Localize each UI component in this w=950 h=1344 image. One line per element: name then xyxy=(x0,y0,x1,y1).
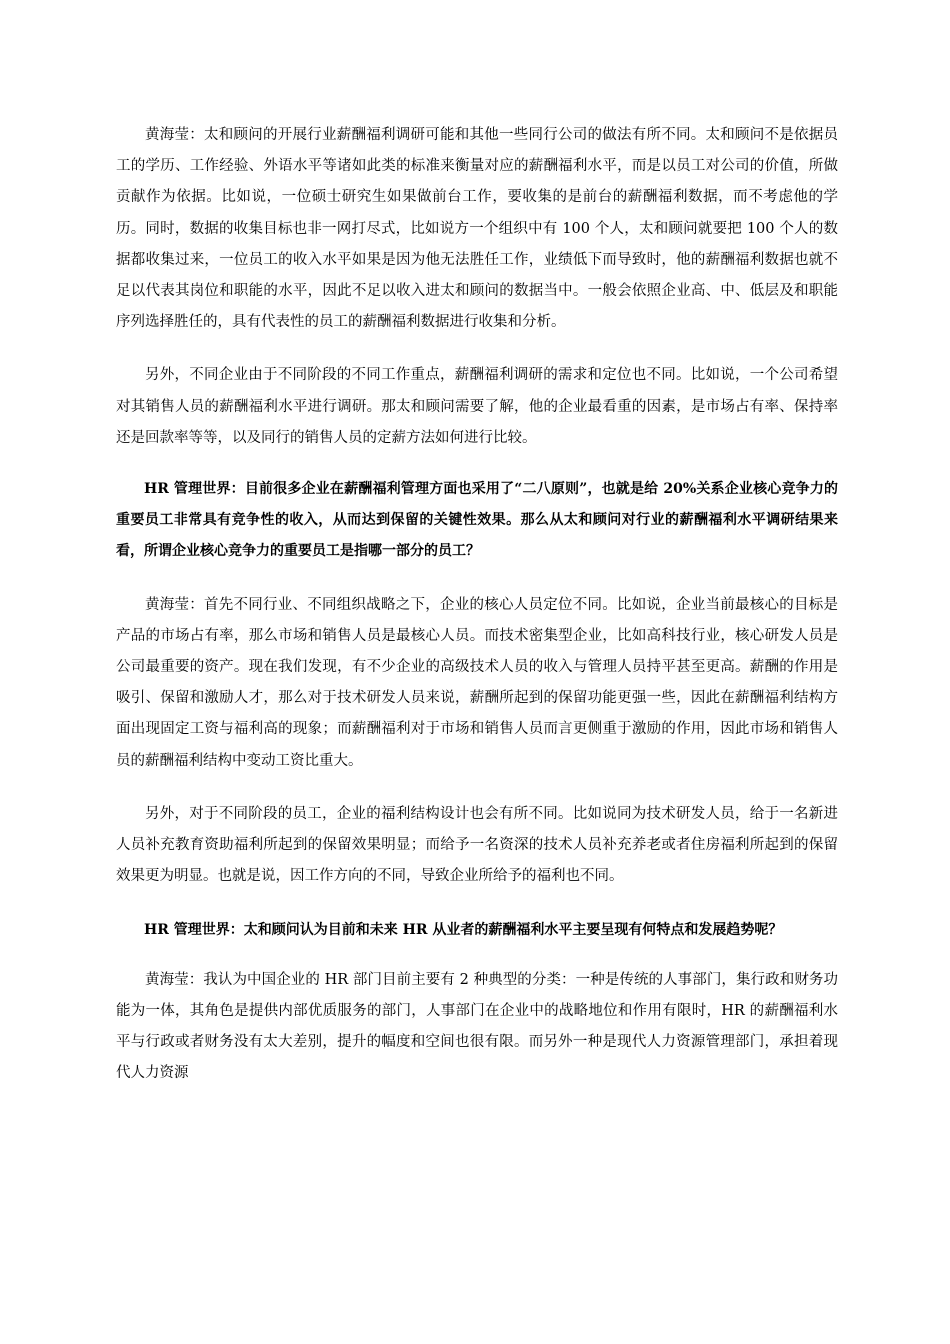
paragraph-spacer xyxy=(116,777,838,799)
answer-paragraph-1: 黄海莹：太和顾问的开展行业薪酬福利调研可能和其他一些同行公司的做法有所不同。太和顾问不是依据员工的学历、工作经验、外语水平等诸如此类的标准来衡量对应的薪酬福利水平，而是以员工对公司的价值，所做贡献作为依据。比如说，一位硕士研究生如果做前台工作，要收集的是前台的薪酬福利数据，而不考虑他的学历。同时，数据的收集目标也非一网打尽式，比如说方一个组织中有 100 个人，太和顾问就要把 100 个人的数据都收集过来，一位员工的收入水平如果是因为他无法胜任工作，业绩低下而导致时，他的薪酬福利数据也就不足以代表其岗位和职能的水平，因此不足以收入进太和顾问的数据当中。一般会依照企业高、中、低层及和职能序列选择胜任的，具有代表性的员工的薪酬福利数据进行收集和分析。 xyxy=(116,127,838,331)
paragraph-spacer xyxy=(116,454,838,474)
question-paragraph-1: HR 管理世界：目前很多企业在薪酬福利管理方面也采用了“二八原则”，也就是给 20%关系企业核心竞争力的重要员工非常具有竞争性的收入，从而达到保留的关键性效果。那么从太和顾问对行业的薪酬福利水平调研结果来看，所谓企业核心竞争力的重要员工是指哪一部分的员工？ xyxy=(116,481,838,560)
paragraph-spacer xyxy=(116,338,838,360)
answer-paragraph-2: 另外，不同企业由于不同阶段的不同工作重点，薪酬福利调研的需求和定位也不同。比如说，一个公司希望对其销售人员的薪酬福利水平进行调研。那太和顾问需要了解，他的企业最看重的因素，是市场占有率、保持率还是回款率等等，以及同行的销售人员的定薪方法如何进行比较。 xyxy=(116,367,838,446)
paragraph-spacer xyxy=(116,568,838,590)
paragraph-spacer xyxy=(116,947,838,965)
article-body xyxy=(116,120,838,1089)
answer-paragraph-5: 黄海莹：我认为中国企业的 HR 部门目前主要有 2 种典型的分类：一种是传统的人事部门，集行政和财务功能为一体，其角色是提供内部优质服务的部门，人事部门在企业中的战略地位和作用有限时，HR 的薪酬福利水平与行政或者财务没有太大差别，提升的幅度和空间也很有限。而另外一种是现代人力资源管理部门，承担着现代人力资源 xyxy=(116,971,838,1082)
answer-paragraph-4: 另外，对于不同阶段的员工，企业的福利结构设计也会有所不同。比如说同为技术研发人员，给于一名新进人员补充教育资助福利所起到的保留效果明显；而给予一名资深的技术人员补充养老或者住房福利所起到的保留效果更为明显。也就是说，因工作方向的不同，导致企业所给予的福利也不同。 xyxy=(116,805,838,885)
answer-paragraph-3: 黄海莹：首先不同行业、不同组织战略之下，企业的核心人员定位不同。比如说，企业当前最核心的目标是产品的市场占有率，那么市场和销售人员是最核心人员。而技术密集型企业，比如高科技行业，核心研发人员是公司最重要的资产。现在我们发现，有不少企业的高级技术人员的收入与管理人员持平甚至更高。薪酬的作用是吸引、保留和激励人才，那么对于技术研发人员来说，薪酬所起到的保留功能更强一些，因此在薪酬福利结构方面出现固定工资与福利高的现象；而薪酬福利对于市场和销售人员而言更侧重于激励的作用，因此市场和销售人员的薪酬福利结构中变动工资比重大。 xyxy=(116,596,838,769)
question-paragraph-2: HR 管理世界：太和顾问认为目前和未来 HR 从业者的薪酬福利水平主要呈现有何特点和发展趋势呢？ xyxy=(144,922,783,939)
paragraph-spacer xyxy=(116,892,838,915)
